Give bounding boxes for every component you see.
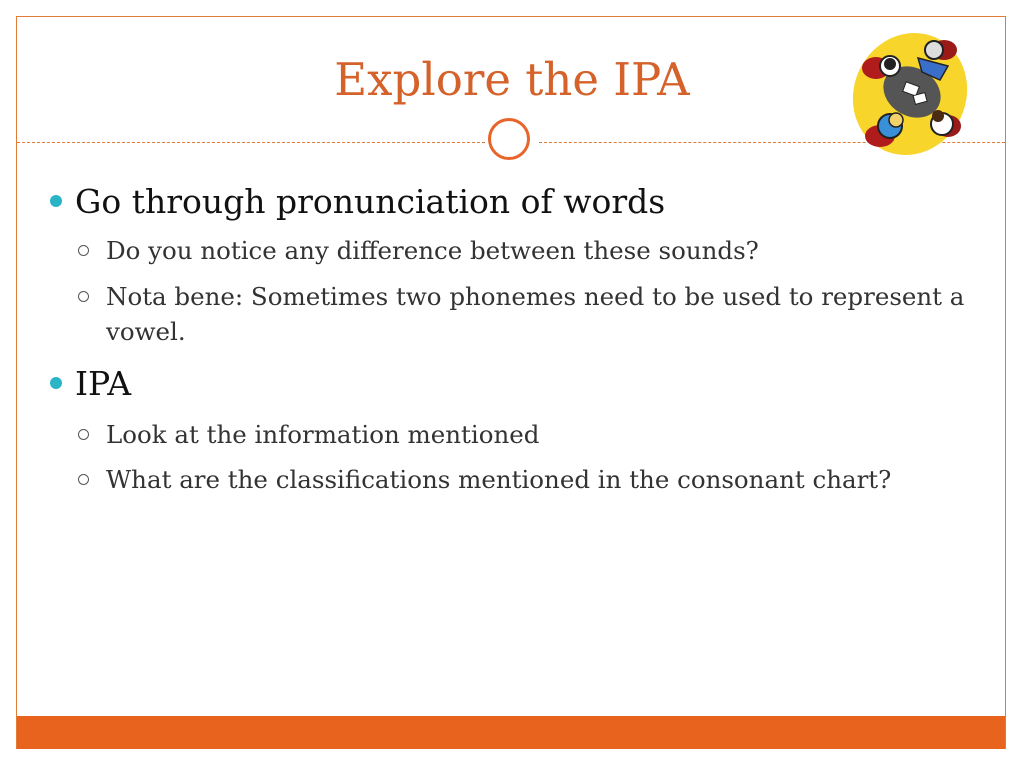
- sub-bullet-item: What are the classifications mentioned in the consonant chart?: [106, 465, 892, 494]
- sub-bullet-circle: [78, 245, 89, 256]
- sub-bullet-circle: [78, 474, 89, 485]
- title-divider-left: [17, 142, 485, 143]
- sub-bullet-item: Nota bene: Sometimes two phonemes need to be used to represent a vowel.: [106, 282, 965, 346]
- sub-bullet-circle: [78, 429, 89, 440]
- meeting-people-clipart-icon: [848, 28, 970, 160]
- sub-bullet-item: Look at the information mentioned: [106, 420, 540, 449]
- bullet-dot: [50, 377, 62, 389]
- sub-bullet-item: Do you notice any difference between these sounds?: [106, 236, 759, 265]
- footer-accent-bar: [17, 716, 1005, 749]
- bullet-item: IPA: [75, 364, 132, 403]
- slide-title: Explore the IPA: [334, 53, 690, 106]
- bullet-dot: [50, 195, 62, 207]
- divider-circle-ornament: [488, 118, 530, 160]
- bullet-item: Go through pronunciation of words: [75, 182, 666, 221]
- sub-bullet-circle: [78, 291, 89, 302]
